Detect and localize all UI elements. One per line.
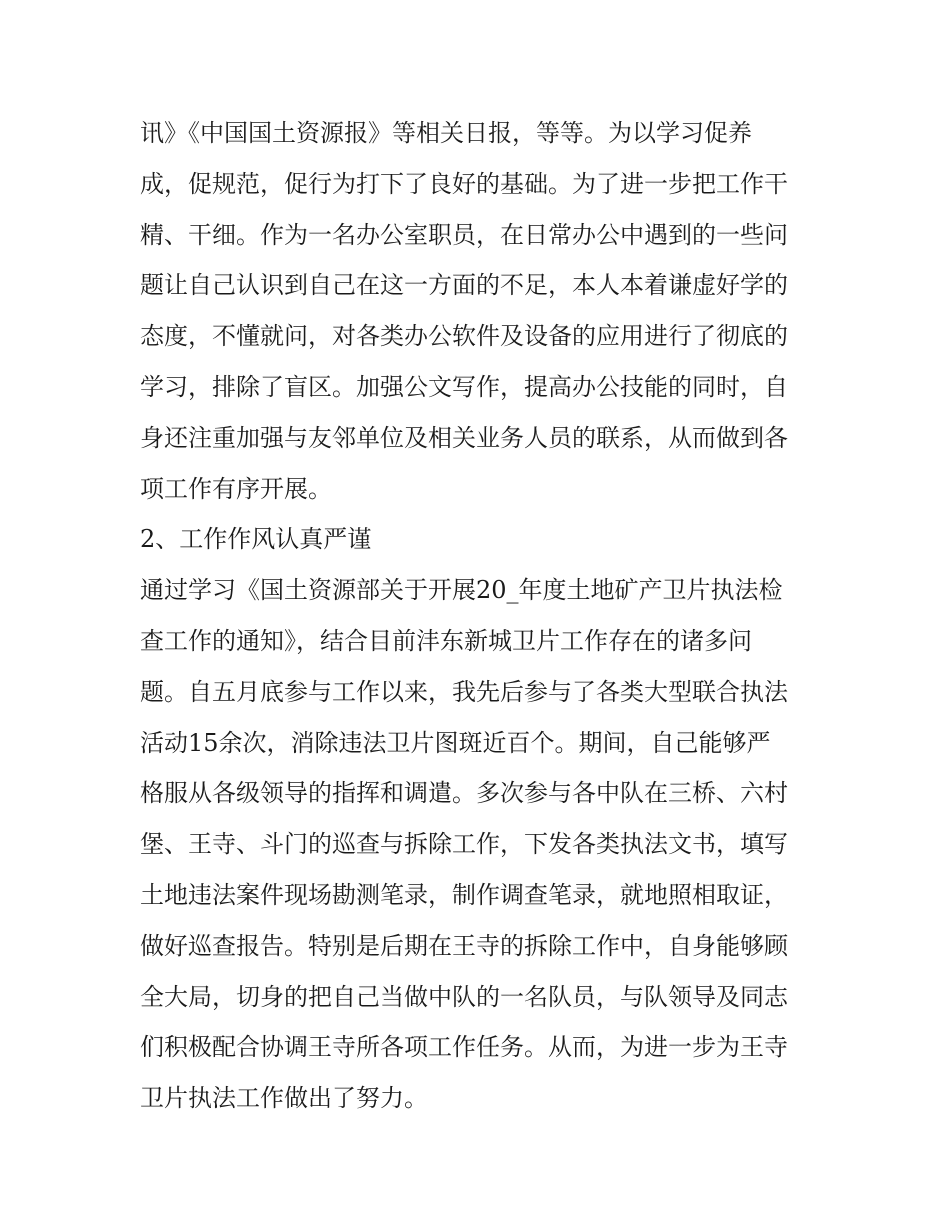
paragraph-line: 全大局，切身的把自己当做中队的一名队员，与队领导及同志 [140, 982, 788, 1011]
paragraph-line: 查工作的通知》，结合目前沣东新城卫片工作存在的诸多问 [140, 626, 752, 655]
paragraph-line: 格服从各级领导的指挥和调遣。多次参与各中队在三桥、六村 [140, 779, 788, 808]
paragraph-line: 讯》《中国国土资源报》等相关日报，等等。为以学习促养 [140, 119, 752, 147]
paragraph-line: 项工作有序开展。 [140, 474, 332, 503]
paragraph-line: 通过学习《国土资源部关于开展20_年度土地矿产卫片执法检 [140, 576, 783, 605]
paragraph-line: 题让自己认识到自己在这一方面的不足，本人本着谦虚好学的 [140, 271, 788, 300]
paragraph-line: 题。自五月底参与工作以来，我先后参与了各类大型联合执法 [140, 677, 788, 706]
section-heading: 2、工作作风认真严谨 [140, 525, 372, 554]
paragraph-line: 卫片执法工作做出了努力。 [140, 1084, 428, 1113]
paragraph-line: 身还注重加强与友邻单位及相关业务人员的联系，从而做到各 [140, 423, 788, 452]
paragraph-line: 做好巡查报告。特别是后期在王寺的拆除工作中，自身能够顾 [140, 931, 788, 960]
paragraph-line: 成，促规范，促行为打下了良好的基础。为了进一步把工作干 [140, 169, 788, 198]
paragraph-line: 土地违法案件现场勘测笔录，制作调查笔录，就地照相取证， [140, 880, 788, 909]
document-body [140, 108, 812, 1124]
paragraph-line: 活动15余次，消除违法卫片图斑近百个。期间，自己能够严 [140, 728, 771, 757]
paragraph-line: 学习，排除了盲区。加强公文写作，提高办公技能的同时，自 [140, 372, 788, 401]
paragraph-line: 态度，不懂就问，对各类办公软件及设备的应用进行了彻底的 [140, 322, 788, 351]
paragraph-line: 们积极配合协调王寺所各项工作任务。从而，为进一步为王寺 [140, 1033, 788, 1062]
paragraph-line: 精、干细。作为一名办公室职员，在日常办公中遇到的一些问 [140, 220, 788, 249]
paragraph-line: 堡、王寺、斗门的巡查与拆除工作，下发各类执法文书，填写 [140, 830, 788, 859]
